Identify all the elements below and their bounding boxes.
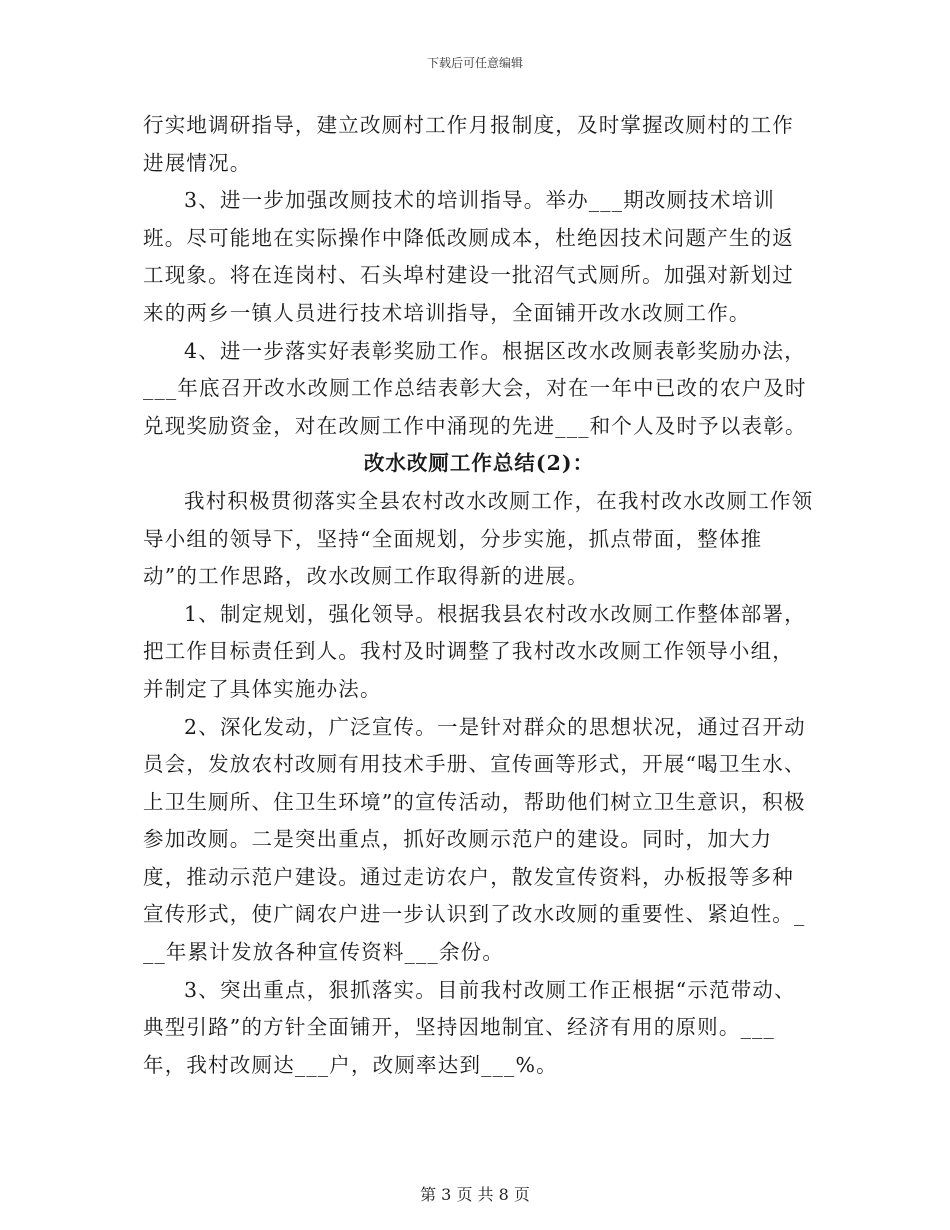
paragraph-continuation: 行实地调研指导，建立改厕村工作月报制度，及时掌握改厕村的工作进展情况。	[143, 113, 794, 175]
document-body	[143, 107, 815, 1084]
paragraph-item-2-publicity: 2、深化发动，广泛宣传。一是针对群众的思想状况，通过召开动员会，发放农村改厕有用技术手册、宣传画等形式，开展“喝卫生水、上卫生厕所、住卫生环境”的宣传活动，帮助他们树立卫生意识，积极参加改厕。二是突出重点，抓好改厕示范户的建设。同时，加大力度，推动示范户建设。通过走访农户，散发宣传资料，办板报等多种宣传形式，使广阔农户进一步认识到了改水改厕的重要性、紧迫性。___年累计发放各种宣传资料___余份。	[143, 714, 806, 965]
paragraph-item-3-implementation: 3、突出重点，狠抓落实。目前我村改厕工作正根据“示范带动、典型引路”的方针全面铺开，坚持因地制宜、经济有用的原则。___年，我村改厕达___户，改厕率达到___%。	[143, 977, 796, 1077]
paragraph-item-4-awards: 4、进一步落实好表彰奖励工作。根据区改水改厕表彰奖励办法，___年底召开改水改厕工作总结表彰大会，对在一年中已改的农户及时兑现奖励资金，对在改厕工作中涌现的先进___和个人及时予以表彰。	[143, 338, 807, 438]
page-header-note: 下载后可任意编辑	[426, 56, 523, 70]
page-number: 第 3 页 共 8 页	[420, 1185, 530, 1204]
paragraph-item-1-planning: 1、制定规划，强化领导。根据我县农村改水改厕工作整体部署，把工作目标责任到人。我村及时调整了我村改水改厕工作领导小组，并制定了具体实施办法。	[143, 601, 806, 701]
section-title: 改水改厕工作总结(2)：	[363, 451, 595, 476]
paragraph-item-3-training: 3、进一步加强改厕技术的培训指导。举办___期改厕技术培训班。尽可能地在实际操作中降低改厕成本，杜绝因技术问题产生的返工现象。将在连岗村、石头埠村建设一批沼气式厕所。加强对新划过来的两乡一镇人员进行技术培训指导，全面铺开改水改厕工作。	[143, 188, 794, 325]
paragraph-intro: 我村积极贯彻落实全县农村改水改厕工作，在我村改水改厕工作领导小组的领导下，坚持“全面规划，分步实施，抓点带面，整体推动”的工作思路，改水改厕工作取得新的进展。	[143, 488, 814, 589]
